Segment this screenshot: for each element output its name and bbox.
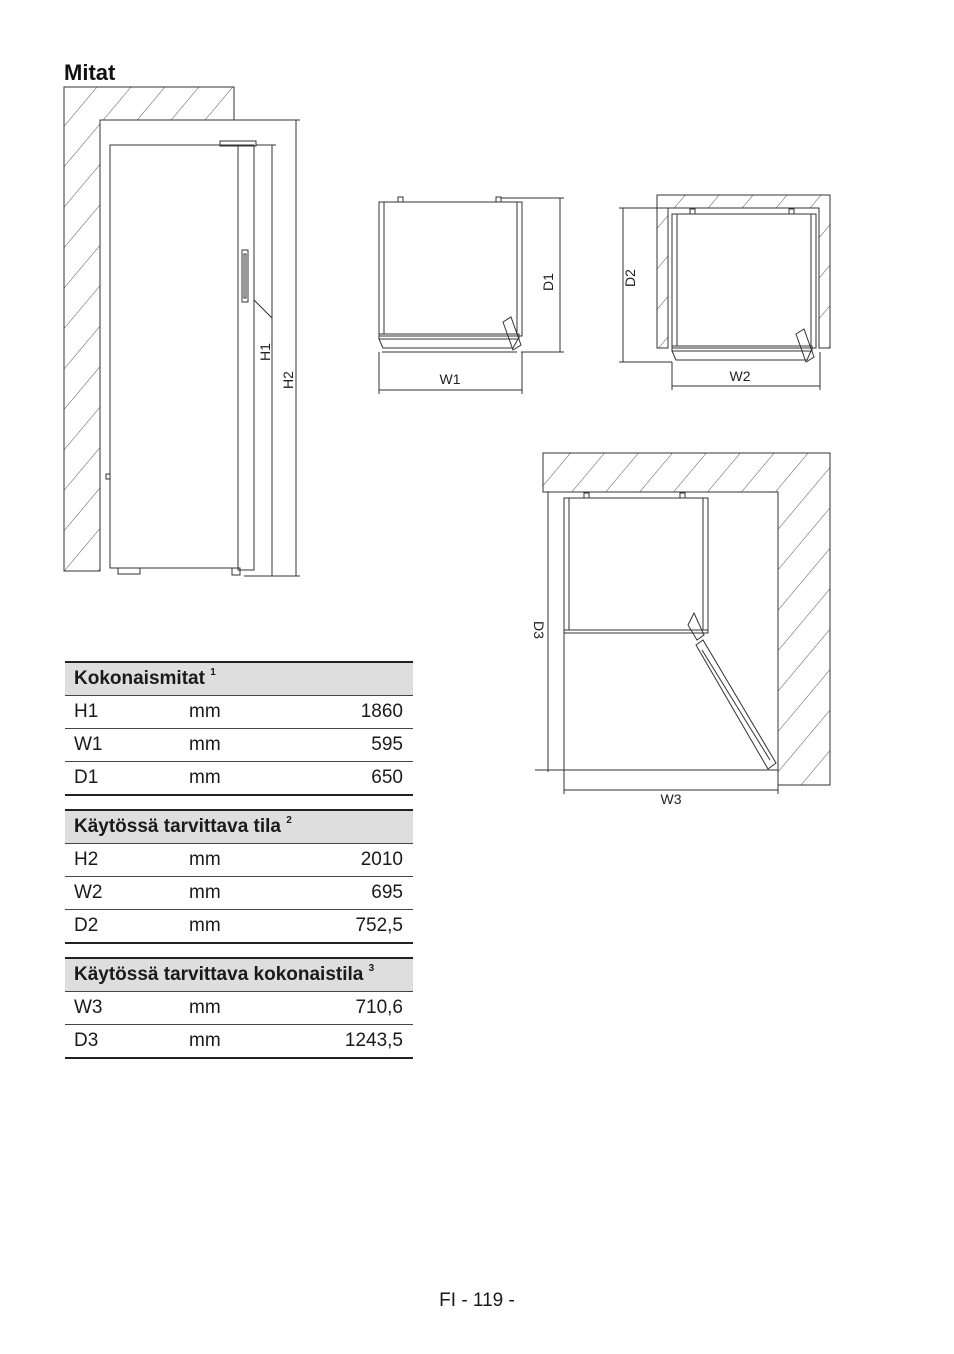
table-row: W2 mm 695	[65, 877, 413, 910]
table-row: H1 mm 1860	[65, 696, 413, 729]
table-row: D1 mm 650	[65, 762, 413, 796]
dimensions-table-required-space	[65, 809, 413, 944]
table-row: H2 mm 2010	[65, 844, 413, 877]
table-row: D3 mm 1243,5	[65, 1025, 413, 1059]
fridge-door	[238, 145, 254, 570]
h2-label: H2	[280, 371, 296, 389]
w1-label: W1	[439, 371, 461, 387]
dimensions-table-overall	[65, 661, 413, 796]
table-header: Käytössä tarvittava kokonaistila $^3$	[65, 958, 413, 992]
page-title: Mitat	[64, 60, 116, 85]
wall-hatch	[64, 87, 234, 571]
h1-label: H1	[257, 343, 273, 361]
d3-label: D3	[531, 621, 547, 639]
table-header: Kokonaismitat $^1$	[65, 662, 413, 696]
d1-label: D1	[540, 273, 556, 291]
table-header: Käytössä tarvittava tila $^2$	[65, 810, 413, 844]
top-view-1-drawing	[379, 197, 564, 394]
table-row: D2 mm 752,5	[65, 910, 413, 944]
wall-hatch	[543, 453, 830, 785]
page-number: FI - 119 -	[439, 1290, 515, 1311]
d2-label: D2	[622, 269, 638, 287]
top-view-2-drawing	[619, 195, 830, 390]
table-row: W1 mm 595	[65, 729, 413, 762]
dimensions-table-total-space	[65, 957, 413, 1059]
fridge-handle	[242, 250, 248, 302]
w2-label: W2	[729, 368, 751, 384]
wall-hatch	[657, 195, 830, 348]
side-view-drawing	[64, 87, 300, 576]
table-row: W3 mm 710,6	[65, 992, 413, 1025]
w3-label: W3	[660, 791, 682, 807]
fridge-body	[110, 145, 238, 568]
top-view-3-drawing	[535, 453, 830, 794]
